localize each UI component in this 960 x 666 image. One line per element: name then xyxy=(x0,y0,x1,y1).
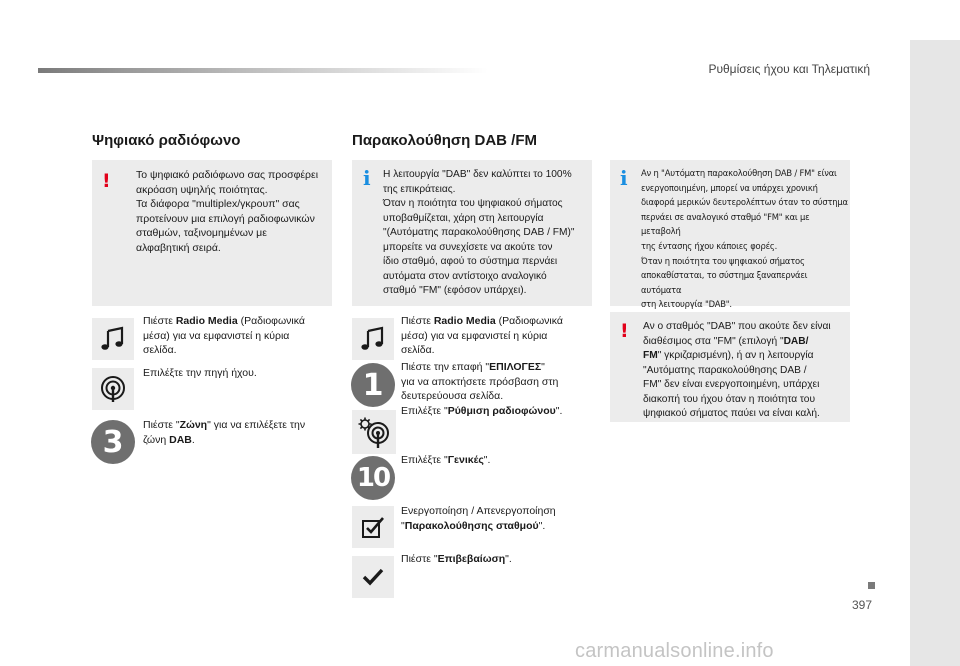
middle-step3-text xyxy=(401,404,596,419)
text: Πιέστε την επαφή " xyxy=(401,361,490,373)
page-header-title: Ρυθμίσεις ήχου και Τηλεματική xyxy=(708,62,870,76)
text-line: για να αποκτήσετε πρόσβαση στη xyxy=(401,375,559,388)
text-line: Όταν η ποιότητα του ψηφιακού σήματος xyxy=(641,255,805,266)
station-tracking-label: Παρακολούθησης σταθμού xyxy=(404,519,539,532)
left-step3-text xyxy=(143,418,333,447)
heading-digital-radio: Ψηφιακό ραδιόφωνο xyxy=(92,132,241,149)
radio-settings-label: Ρύθμιση ραδιοφώνου xyxy=(447,405,556,417)
text-line: Το ψηφιακό ραδιόφωνο σας προσφέρει xyxy=(136,169,319,181)
text: " για να επιλέξετε την xyxy=(207,419,306,431)
text-line: στη λειτουργία "DAB". xyxy=(641,299,732,310)
text-line: ίδιο σταθμό, αφού το σύστημα περνάει xyxy=(383,256,558,267)
text-line: Ενεργοποίηση / Απενεργοποίηση xyxy=(401,505,556,517)
step-number-10: 10 xyxy=(351,456,395,500)
text: ". xyxy=(505,553,512,565)
info-text xyxy=(641,166,849,312)
text-line: Αν η "Αυτόματη παρακολούθηση DAB / FM" είναι xyxy=(641,168,837,178)
step-number-3: 3 xyxy=(91,420,135,464)
text-line: Όταν η ποιότητα του ψηφιακού σήματος xyxy=(383,198,563,209)
info-box-dab-fm xyxy=(352,160,592,306)
text: ". xyxy=(483,454,491,466)
radio-media-label: Radio Media xyxy=(175,315,238,327)
text-line: σελίδα. xyxy=(143,344,177,356)
confirm-label: Επιβεβαίωση xyxy=(437,553,506,565)
text-line: μέσα) για να εμφανιστεί η κύρια xyxy=(401,329,548,342)
warning-icon: ! xyxy=(102,170,111,192)
dab-label: DAB xyxy=(169,433,192,446)
text: Πιέστε " xyxy=(143,419,180,431)
radio-settings-icon xyxy=(352,410,396,454)
dab-fm-label: DAB/ xyxy=(783,335,809,347)
text-line: Αν ο σταθμός "DAB" που ακούτε δεν είναι xyxy=(643,321,831,332)
text-line: μπορείτε να συνεχίσετε να ακούτε τον xyxy=(383,241,553,253)
text-line: υποβαθμίζεται, χάρη στη λειτουργία xyxy=(383,212,544,224)
text: Πιέστε xyxy=(143,315,176,327)
text: " xyxy=(541,361,545,373)
warning-text xyxy=(643,320,849,422)
middle-step1-text xyxy=(401,314,596,358)
text-line: σελίδα. xyxy=(401,344,435,356)
info-icon: i xyxy=(620,166,628,190)
middle-step6-text xyxy=(401,552,596,567)
text-line: δευτερεύουσα σελίδα. xyxy=(401,390,504,402)
text-line: ψηφιακού σήματος παύει να είναι καλή. xyxy=(643,408,820,419)
text-line: διακοπή του ήχου όταν η ποιότητα του xyxy=(643,393,816,405)
left-step2-text: Επιλέξτε την πηγή ήχου. xyxy=(143,367,257,379)
warning-text xyxy=(136,168,328,255)
music-note-icon xyxy=(92,318,134,360)
warning-icon: ! xyxy=(620,320,629,342)
text: διαθέσιμος στα "FM" (επιλογή " xyxy=(643,335,784,347)
text: Πιέστε " xyxy=(401,553,438,565)
text-line: αποκαθίσταται, το σύστημα ξαναπερνάει αυτόματα xyxy=(641,270,808,295)
text: ". xyxy=(555,405,563,417)
general-label: Γενικές xyxy=(447,454,484,466)
text-line: "Αυτόματης παρακολούθησης DAB / xyxy=(643,364,807,376)
text: Επιλέξτε " xyxy=(401,405,448,417)
text-line: αυτόματα στον αντίστοιχο αναλογικό xyxy=(383,270,547,282)
header-gradient-bar xyxy=(38,68,488,73)
text: (Ραδιοφωνικά xyxy=(495,315,563,327)
options-label: ΕΠΙΛΟΓΕΣ xyxy=(489,361,542,373)
text: Επιλέξτε " xyxy=(401,454,448,466)
text-line: μέσα) για να εμφανιστεί η κύρια xyxy=(143,329,290,342)
text-line: σταθμό "FM" (εφόσον υπάρχει). xyxy=(383,285,527,296)
text-line: ενεργοποιημένη, μπορεί να υπάρχει χρονική xyxy=(641,182,818,193)
middle-step4-text xyxy=(401,453,596,468)
text-line: σταθμών, ταξινομημένων με xyxy=(136,227,267,239)
step-number-1: 1 xyxy=(351,363,395,407)
text-line: FM" δεν είναι ενεργοποιημένη, υπάρχει xyxy=(643,379,820,390)
warning-box-dab-unavailable xyxy=(610,312,850,422)
text-line: της έντασης ήχου κάποιες φορές. xyxy=(641,240,778,251)
music-note-icon xyxy=(352,318,394,360)
page-number: 397 xyxy=(852,598,873,612)
page-marker-square xyxy=(868,582,875,589)
middle-step5-text xyxy=(401,504,596,533)
left-step1-text xyxy=(143,314,333,358)
watermark: carmanualsonline.info xyxy=(575,640,774,662)
side-tab-bar xyxy=(910,40,960,666)
checkmark-icon xyxy=(352,556,394,598)
info-text xyxy=(383,168,591,299)
middle-step2-text xyxy=(401,360,596,404)
checkbox-checked-icon xyxy=(352,506,394,548)
text-line: "(Αυτόματης παρακολούθησης DAB / FM)" xyxy=(383,227,575,238)
text: ζώνη xyxy=(143,433,170,446)
text-line: αλφαβητική σειρά. xyxy=(136,241,221,254)
text: ". xyxy=(538,519,546,532)
text: Πιέστε xyxy=(401,315,434,327)
info-icon: i xyxy=(363,166,371,190)
text: " γκριζαρισμένη), ή αν η λειτουργία xyxy=(657,350,814,361)
text: (Ραδιοφωνικά xyxy=(237,315,305,327)
text: " xyxy=(401,519,405,532)
text-line: Η λειτουργία "DAB" δεν καλύπτει το 100% xyxy=(383,169,572,180)
info-box-auto-tracking xyxy=(610,160,850,310)
text-line: ακρόαση υψηλής ποιότητας. xyxy=(136,183,268,196)
radio-media-label: Radio Media xyxy=(433,315,496,327)
text-line: περνάει σε αναλογικό σταθμό "FM" και με μεταβολή xyxy=(641,211,810,237)
text-line: προτείνουν μια επιλογή ραδιοφωνικών xyxy=(136,212,315,225)
zone-label: Ζώνη xyxy=(179,419,208,431)
text-line: Τα διάφορα "multiplex/γκρουπ" σας xyxy=(136,198,300,210)
text: . xyxy=(191,433,195,446)
text-line: διαφορά μερικών δευτερολέπτων όταν το σύστημα xyxy=(641,197,848,208)
radio-antenna-icon xyxy=(92,368,134,410)
fm-label: FM xyxy=(643,350,658,361)
text-line: της επικράτειας. xyxy=(383,183,456,195)
warning-box-digital-radio xyxy=(92,160,332,306)
heading-dab-fm-tracking: Παρακολούθηση DAB /FM xyxy=(352,132,537,149)
